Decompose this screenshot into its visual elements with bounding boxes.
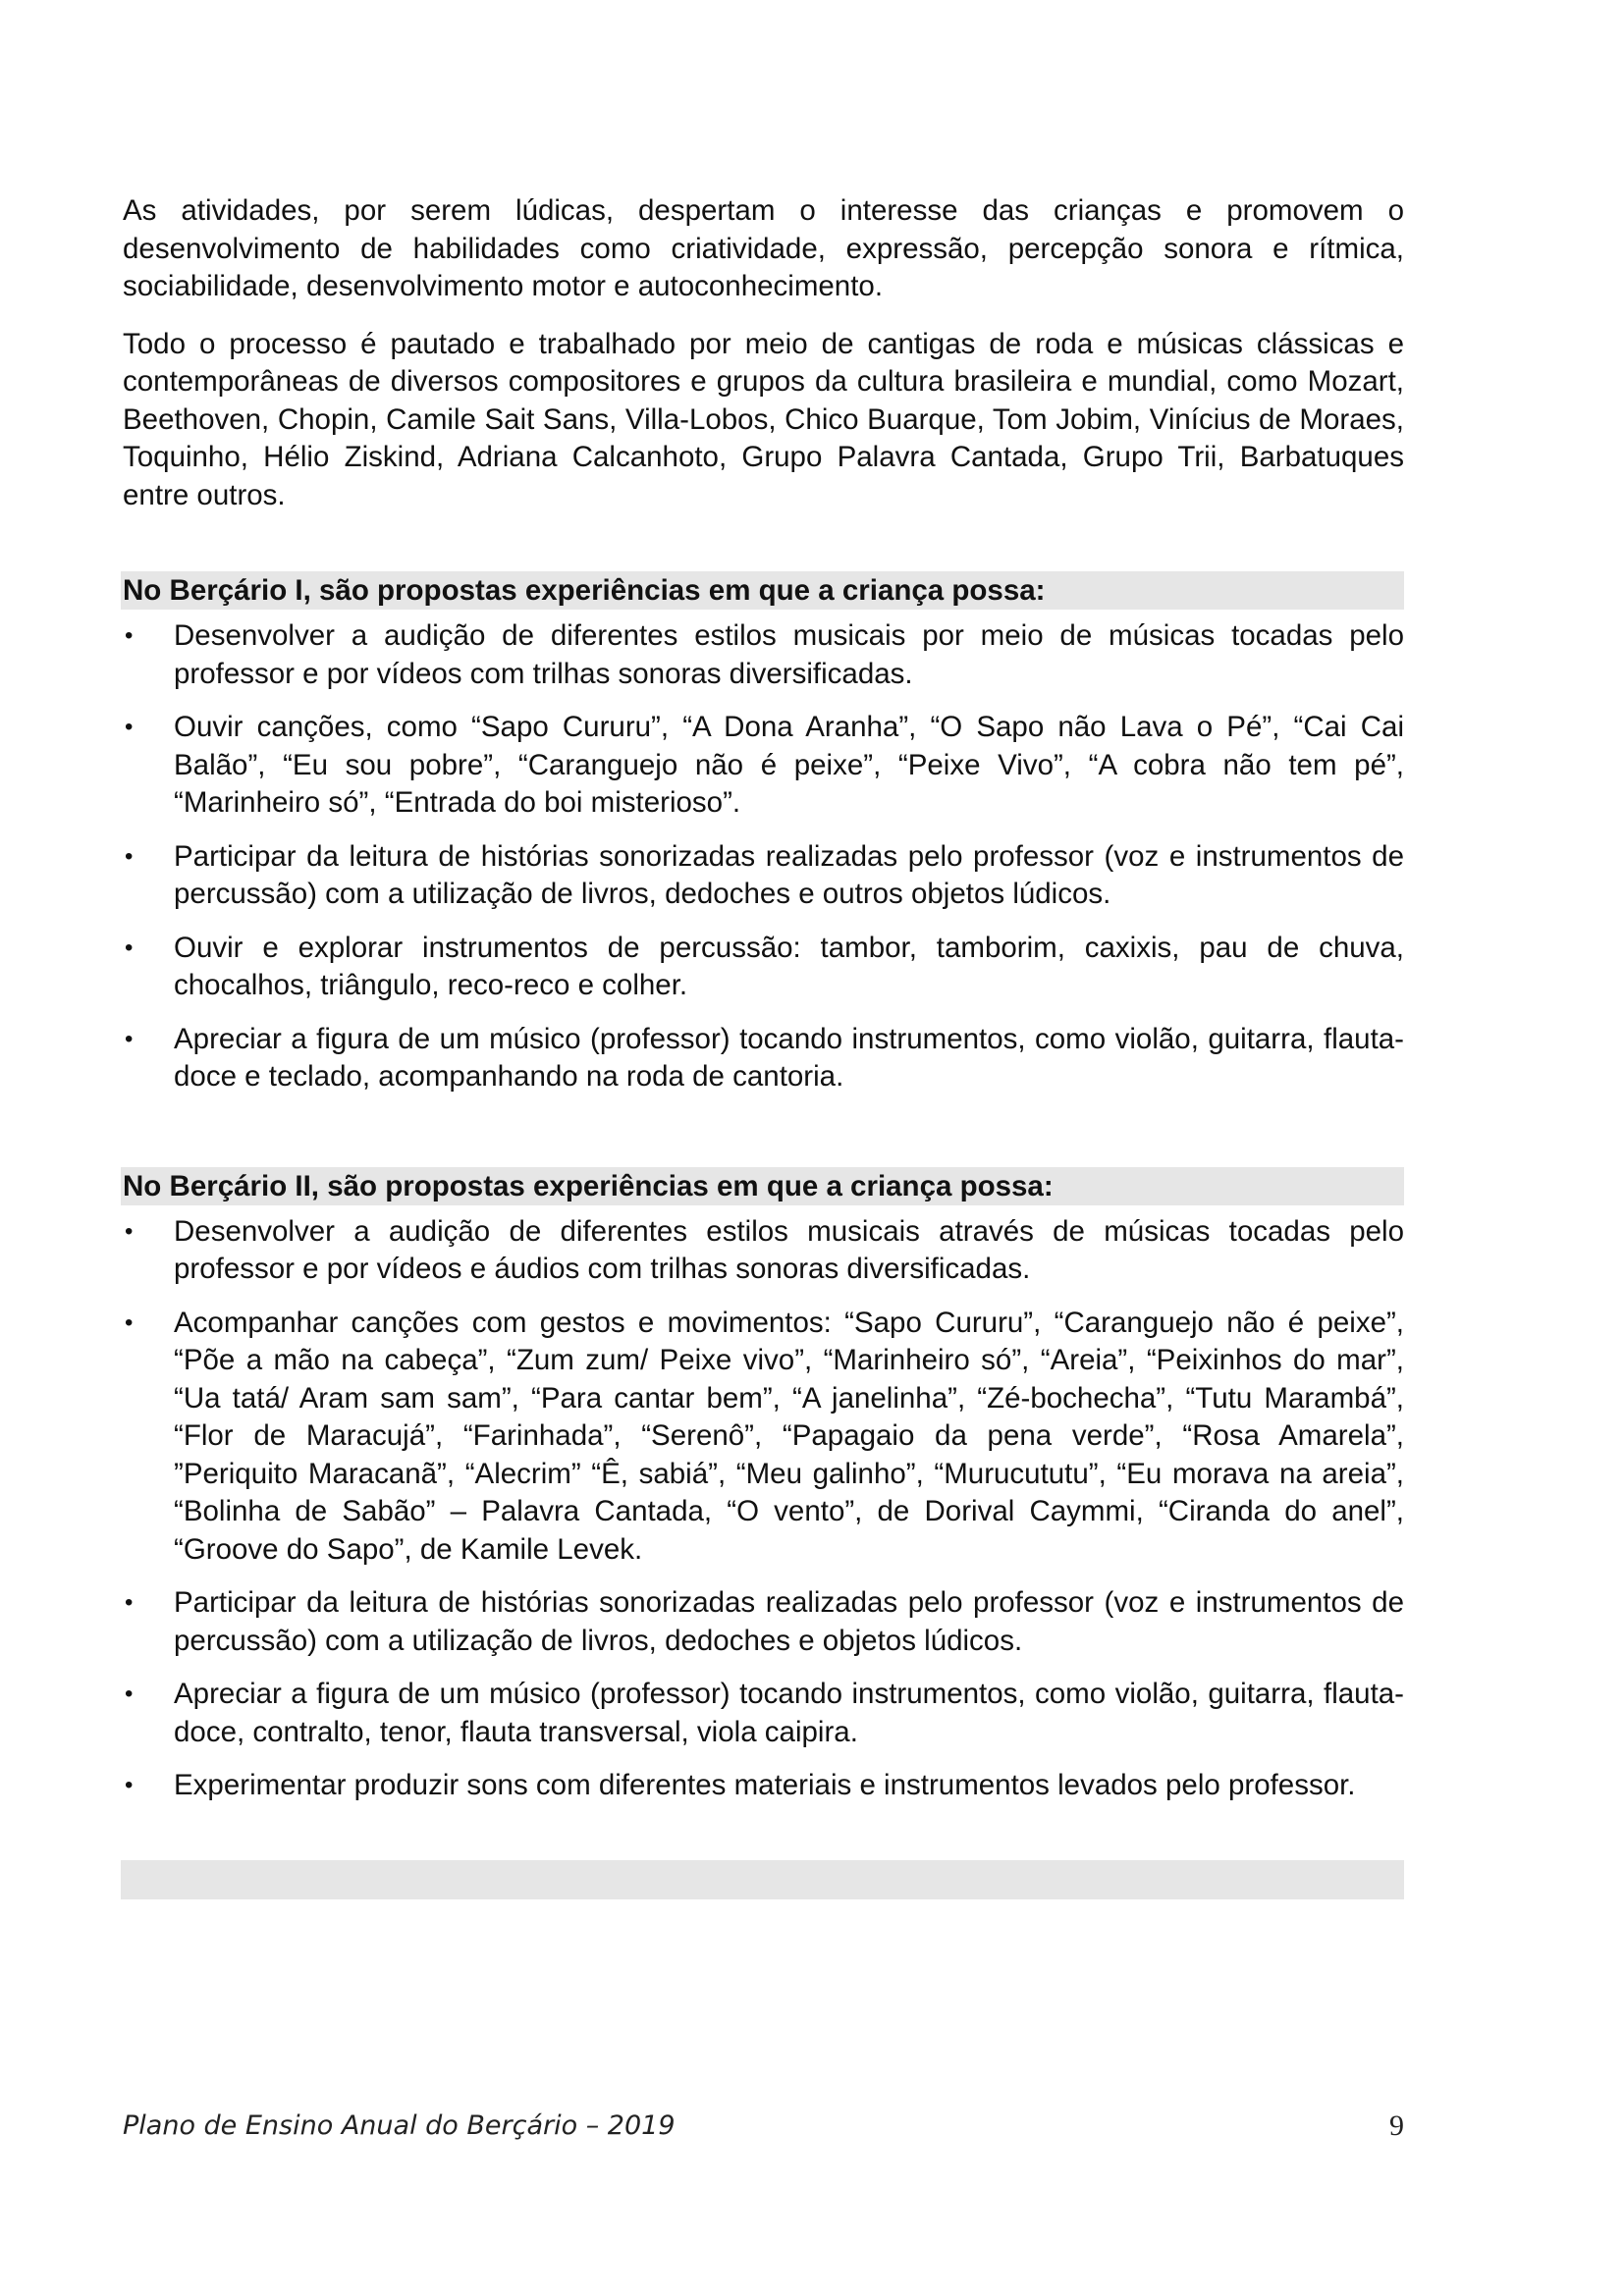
section-spacer	[123, 1821, 1404, 1860]
list-item-text: Experimentar produzir sons com diferentes materiais e instrumentos levados pelo professor.	[174, 1769, 1356, 1801]
bullet-list-bercario-2	[123, 1213, 1404, 1805]
bullet-icon: •	[125, 1217, 134, 1245]
bullet-icon: •	[125, 1772, 134, 1798]
footer-title: Plano de Ensino Anual do Berçário – 2019	[123, 2110, 676, 2141]
section-heading-bercario-1: No Berçário I, são propostas experiências em que a criança possa:	[121, 571, 1404, 610]
bullet-icon: •	[125, 622, 134, 649]
page-content	[123, 192, 1404, 1899]
bullet-icon: •	[125, 1025, 134, 1052]
page-footer	[123, 2107, 1404, 2146]
list-item	[123, 1213, 1404, 1289]
list-item	[123, 1767, 1404, 1805]
bullet-icon: •	[125, 1308, 134, 1336]
bullet-icon: •	[125, 1681, 134, 1707]
section-heading-bercario-2: No Berçário II, são propostas experiências em que a criança possa:	[121, 1167, 1404, 1205]
empty-shaded-bar	[121, 1860, 1404, 1899]
list-item	[123, 1021, 1404, 1096]
intro-paragraph: Todo o processo é pautado e trabalhado por meio de cantigas de roda e músicas clássicas e contemporâneas de diversos compositores e grupos da cultura brasileira e mundial, como Mozart, Beethoven, Chopin, Camile Sait Sans, Villa-Lobos, Chico Buarque, Tom Jobim, Vinícius de Moraes, Toquinho, Hélio Ziskind, Adriana Calcanhoto, Grupo Palavra Cantada, Grupo Trii, Barbatuques entre outros.	[123, 327, 1404, 511]
list-item-text: Apreciar a figura de um músico (professor) tocando instrumentos, como violão, guitarra, flauta-doce e teclado, acompanhando na roda de cantoria.	[174, 1022, 1404, 1093]
list-item	[123, 617, 1404, 693]
list-item-text: Ouvir e explorar instrumentos de percussão: tambor, tamborim, caxixis, pau de chuva, chocalhos, triângulo, reco-reco e colher.	[174, 931, 1404, 1001]
list-item	[123, 1305, 1404, 1570]
bullet-icon: •	[125, 714, 134, 740]
list-item	[123, 1676, 1404, 1751]
list-item	[123, 1584, 1404, 1660]
list-item-text: Desenvolver a audição de diferentes estilos musicais por meio de músicas tocadas pelo professor e por vídeos com trilhas sonoras diversificadas.	[174, 619, 1404, 690]
list-item	[123, 838, 1404, 914]
bullet-list-bercario-1	[123, 617, 1404, 1096]
page-number: 9	[1389, 2109, 1404, 2142]
list-item-text: Desenvolver a audição de diferentes estilos musicais através de músicas tocadas pelo professor e por vídeos e áudios com trilhas sonoras diversificadas.	[174, 1214, 1404, 1285]
list-item	[123, 709, 1404, 823]
section-spacer	[123, 1112, 1404, 1167]
list-item-text: Participar da leitura de histórias sonorizadas realizadas pelo professor (voz e instrumentos de percussão) com a utilização de livros, dedoches e objetos lúdicos.	[174, 1586, 1404, 1657]
bullet-icon: •	[125, 1589, 134, 1616]
list-item-text: Apreciar a figura de um músico (professor) tocando instrumentos, como violão, guitarra, flauta-doce, contralto, tenor, flauta transversal, viola caipira.	[174, 1678, 1404, 1748]
list-item-text: Participar da leitura de histórias sonorizadas realizadas pelo professor (voz e instrumentos de percussão) com a utilização de livros, dedoches e outros objetos lúdicos.	[174, 839, 1404, 910]
list-item	[123, 930, 1404, 1005]
bullet-icon: •	[125, 934, 134, 961]
list-item-text: Ouvir canções, como “Sapo Cururu”, “A Dona Aranha”, “O Sapo não Lava o Pé”, “Cai Cai Balão”, “Eu sou pobre”, “Caranguejo não é peixe”, “Peixe Vivo”, “A cobra não tem pé”, “Marinheiro só”, “Entrada do boi misterioso”.	[174, 711, 1404, 819]
bullet-icon: •	[125, 842, 134, 870]
intro-paragraph: As atividades, por serem lúdicas, despertam o interesse das crianças e promovem o desenvolvimento de habilidades como criatividade, expressão, percepção sonora e rítmica, sociabilidade, desenvolvimento motor e autoconhecimento.	[123, 194, 1404, 302]
list-item-text: Acompanhar canções com gestos e movimentos: “Sapo Cururu”, “Caranguejo não é peixe”, “Põe a mão na cabeça”, “Zum zum/ Peixe vivo”, “Marinheiro só”, “Areia”, “Peixinhos do mar”, “Ua tatá/ Aram sam sam”, “Para cantar bem”, “A janelinha”, “Zé-bochecha”, “Tutu Marambá”, “Flor de Maracujá”, “Farinhada”, “Serenô”, “Papagaio da pena verde”, “Rosa Amarela”, ”Periquito Maracanã”, “Alecrim” “Ê, sabiá”, “Meu galinho”, “Murucututu”, “Eu morava na areia”, “Bolinha de Sabão” – Palavra Cantada, “O vento”, de Dorival Caymmi, “Ciranda do anel”, “Groove do Sapo”, de Kamile Levek.	[174, 1306, 1404, 1566]
